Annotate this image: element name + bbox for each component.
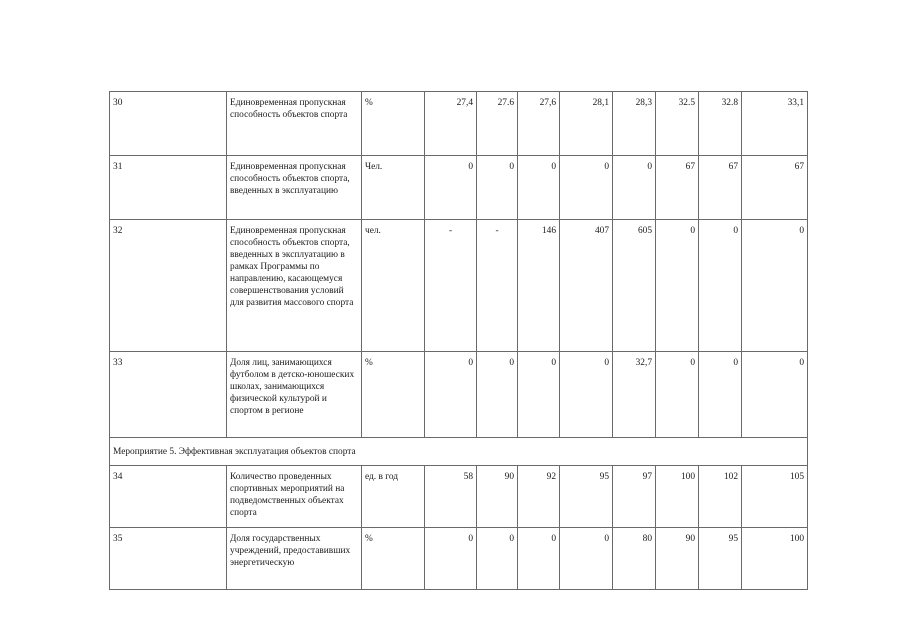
indicator-name: Количество проведенных спортивных мероприятий на подведомственных объектах спорта (227, 466, 362, 528)
value-cell: 100 (656, 466, 699, 528)
value-cell: 95 (699, 528, 742, 590)
value-cell: 90 (656, 528, 699, 590)
table-row (110, 466, 808, 528)
value-cell: 32.8 (699, 92, 742, 156)
value-cell: 92 (518, 466, 560, 528)
value-cell: 0 (560, 352, 613, 438)
value-cell: 0 (613, 156, 656, 220)
unit: чел. (362, 220, 425, 352)
row-number: 31 (110, 156, 227, 220)
indicator-name: Единовременная пропускная способность объектов спорта, введенных в эксплуатацию в рамках Программы по направлению, касающемуся совершенствования условий для развития массового спорта (227, 220, 362, 352)
value-cell: 407 (560, 220, 613, 352)
value-cell: 32.5 (656, 92, 699, 156)
value-cell: - (425, 220, 477, 352)
row-number: 33 (110, 352, 227, 438)
value-cell: 28,3 (613, 92, 656, 156)
value-cell: 27,4 (425, 92, 477, 156)
row-number: 32 (110, 220, 227, 352)
value-cell: 80 (613, 528, 656, 590)
value-cell: 102 (699, 466, 742, 528)
indicator-name: Доля государственных учреждений, предоставивших энергетическую (227, 528, 362, 590)
value-cell: 0 (518, 352, 560, 438)
value-cell: 0 (477, 352, 518, 438)
value-cell: 0 (656, 352, 699, 438)
indicators-table (109, 91, 808, 590)
value-cell: 58 (425, 466, 477, 528)
value-cell: 67 (742, 156, 808, 220)
value-cell: 0 (477, 528, 518, 590)
value-cell: 605 (613, 220, 656, 352)
value-cell: 32,7 (613, 352, 656, 438)
unit: % (362, 92, 425, 156)
indicator-name: Единовременная пропускная способность объектов спорта, введенных в эксплуатацию (227, 156, 362, 220)
indicator-name: Доля лиц, занимающихся футболом в детско-юношеских школах, занимающихся физической культурой и спортом в регионе (227, 352, 362, 438)
row-number: 34 (110, 466, 227, 528)
value-cell: 0 (477, 156, 518, 220)
unit: % (362, 528, 425, 590)
value-cell: 0 (699, 352, 742, 438)
value-cell: 0 (425, 528, 477, 590)
value-cell: 95 (560, 466, 613, 528)
unit: ед. в год (362, 466, 425, 528)
value-cell: 27.6 (477, 92, 518, 156)
table-row (110, 352, 808, 438)
value-cell: 0 (425, 156, 477, 220)
value-cell: 100 (742, 528, 808, 590)
unit: Чел. (362, 156, 425, 220)
section-heading: Мероприятие 5. Эффективная эксплуатация объектов спорта (110, 438, 808, 466)
row-number: 30 (110, 92, 227, 156)
value-cell: 0 (560, 528, 613, 590)
value-cell: 146 (518, 220, 560, 352)
value-cell: - (477, 220, 518, 352)
value-cell: 0 (560, 156, 613, 220)
value-cell: 33,1 (742, 92, 808, 156)
table-row (110, 156, 808, 220)
value-cell: 0 (742, 352, 808, 438)
table-row (110, 92, 808, 156)
value-cell: 67 (656, 156, 699, 220)
indicator-name: Единовременная пропускная способность объектов спорта (227, 92, 362, 156)
value-cell: 28,1 (560, 92, 613, 156)
value-cell: 67 (699, 156, 742, 220)
value-cell: 0 (518, 156, 560, 220)
table-body (110, 92, 808, 590)
table-row (110, 220, 808, 352)
value-cell: 0 (656, 220, 699, 352)
value-cell: 0 (425, 352, 477, 438)
value-cell: 97 (613, 466, 656, 528)
value-cell: 0 (518, 528, 560, 590)
section-row (110, 438, 808, 466)
value-cell: 27,6 (518, 92, 560, 156)
value-cell: 0 (742, 220, 808, 352)
row-number: 35 (110, 528, 227, 590)
table-row (110, 528, 808, 590)
unit: % (362, 352, 425, 438)
value-cell: 90 (477, 466, 518, 528)
value-cell: 0 (699, 220, 742, 352)
value-cell: 105 (742, 466, 808, 528)
